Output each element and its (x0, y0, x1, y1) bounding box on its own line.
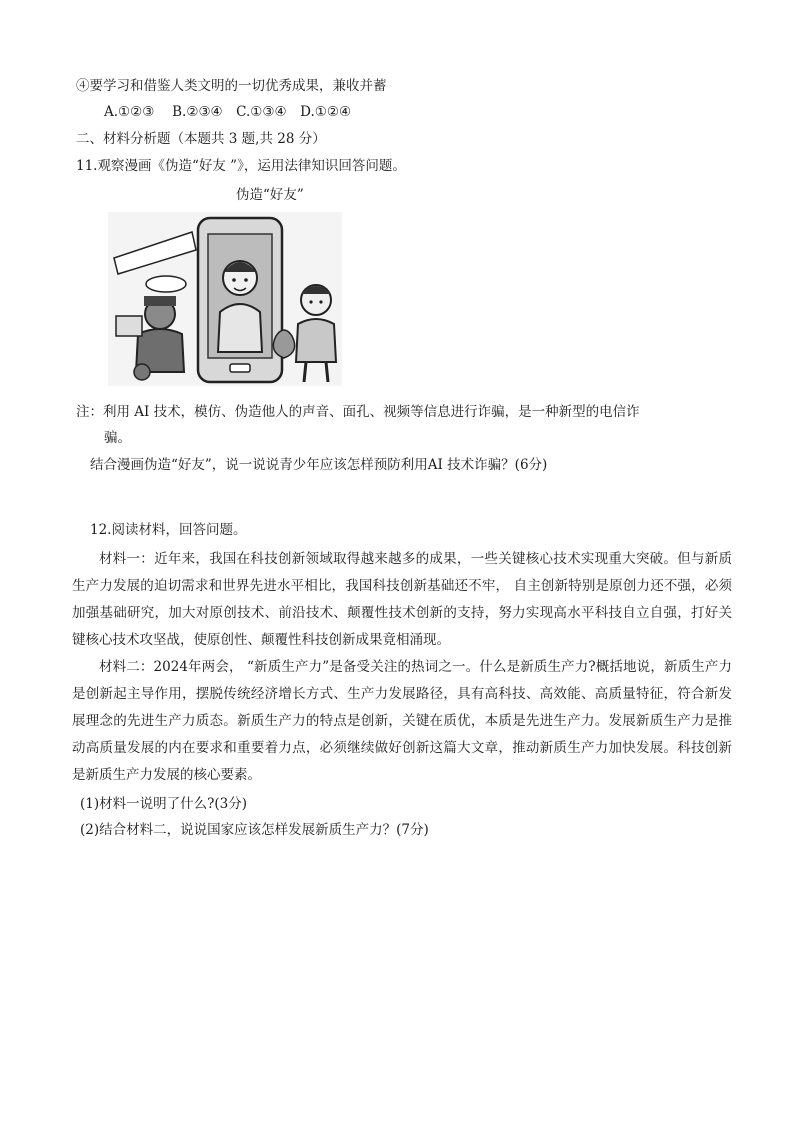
q12-sub-question-1: (1)材料一说明了什么?(3分) (80, 796, 247, 812)
q11-note-line1: 注：利用 AI 技术，模仿、伪造他人的声音、面孔、视频等信息进行诈骗，是一种新型的电信诈 (76, 404, 640, 420)
q12-sub-question-2: (2)结合材料二，说说国家应该怎样发展新质生产力？(7分) (80, 822, 429, 838)
q10-item-4: ④要学习和借鉴人类文明的一切优秀成果，兼收并蓄 (76, 78, 387, 94)
q12-material-1: 材料一：近年来，我国在科技创新领域取得越来越多的成果，一些关键核心技术实现重大突破。但与新质生产力发展的迫切需求和世界先进水平相比，我国科技创新基础还不牢， 自主创新特别是原创力还不强，必须加强基础研究，加大对原创技术、前沿技术、颠覆性技术创新的支持，努力实现高水平科技自立自强，打好关键核心技术攻坚战，使原创性、颠覆性科技创新成果竟相涌现。 (72, 551, 732, 648)
q10-options: A.①②③ B.②③④ C.①③④ D.①②④ (104, 104, 352, 120)
q12-stem: 12.阅读材料，回答问题。 (90, 522, 247, 538)
cartoon-title: 伪造“好友” (236, 187, 304, 203)
q11-stem: 11.观察漫画《伪造“好友 ”》，运用法律知识回答问题。 (76, 158, 406, 174)
fake-friend-cartoon (108, 212, 342, 386)
q11-question: 结合漫画伪造“好友”，说一说说青少年应该怎样预防利用AI 技术诈骗？(6分) (90, 457, 548, 473)
section-heading: 二、材料分析题（本题共 3 题,共 28 分） (76, 131, 326, 147)
q11-note-line2: 骗。 (104, 430, 131, 446)
q12-material-2: 材料二：2024年两会， “新质生产力”是备受关注的热词之一。什么是新质生产力?概括地说，新质生产力是创新起主导作用，摆脱传统经济增长方式、生产力发展路径，具有高科技、高效能、高质量特征，符合新发展理念的先进生产力质态。新质生产力的特点是创新，关键在质优，本质是先进生产力。发展新质生产力是推动高质量发展的内在要求和重要着力点，必须继续做好创新这篇大文章，推动新质生产力加快发展。科技创新是新质生产力发展的核心要素。 (72, 659, 732, 783)
